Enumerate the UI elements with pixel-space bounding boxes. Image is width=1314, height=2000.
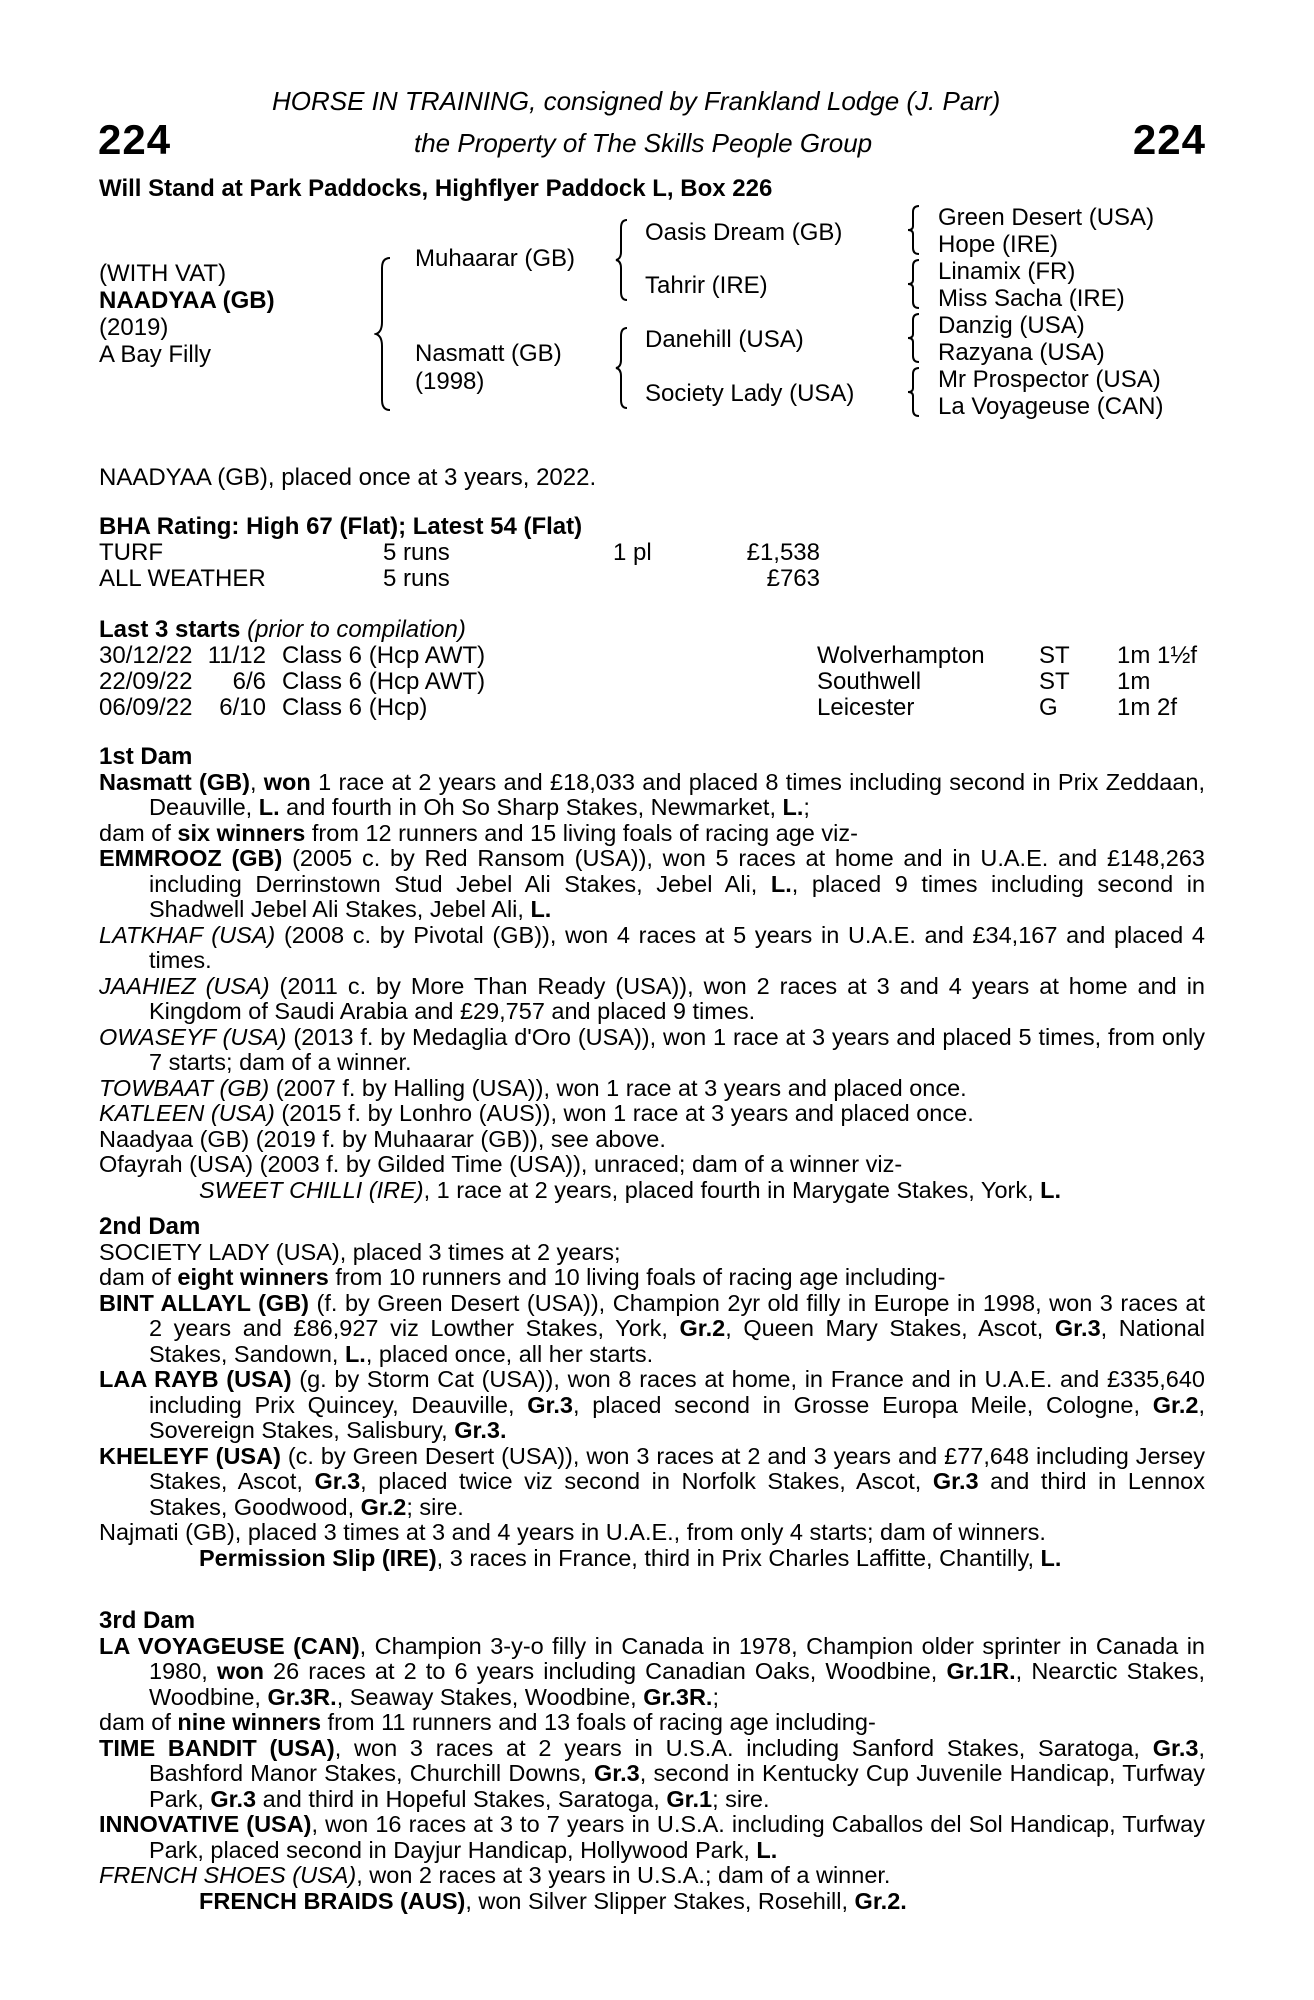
first-dam-record: Nasmatt (GB), won 1 race at 2 years and £18,033 and placed 8 times including second in Prix Zeddaan, Deauville, L. and fourth in Oh So Sharp Stakes, Newmarket, L.;: [99, 768, 1205, 820]
gen3-7: Mr Prospector (USA): [938, 366, 1161, 393]
produce-french-braids: FRENCH BRAIDS (AUS), won Silver Slipper Stakes, Rosehill, Gr.2.: [199, 1887, 907, 1914]
third-dam-section: [99, 1608, 1205, 1914]
race-summary: NAADYAA (GB), placed once at 3 years, 2022.: [99, 464, 597, 491]
pedigree-brace-g3-2: [906, 258, 922, 310]
lot-number-right: 224: [1132, 116, 1206, 163]
pedigree-brace-g3-1: [906, 204, 922, 256]
sire-sire: Oasis Dream (GB): [645, 219, 843, 246]
gen3-5: Danzig (USA): [938, 312, 1085, 339]
produce-innovative: INNOVATIVE (USA), won 16 races at 3 to 7 years in U.S.A. including Caballos del Sol Handicap, Turfway Park, placed second in Dayjur Handicap, Hollywood Park, L.: [99, 1811, 1206, 1863]
third-dam-record: LA VOYAGEUSE (CAN), Champion 3-y-o filly in Canada in 1978, Champion older sprinter in Canada in 1980, won 26 races at 2 to 6 years including Canadian Oaks, Woodbine, Gr.1R., Nearctic Stakes, Woodbine, Gr.3R., Seaway Stakes, Woodbine, Gr.3R.;: [99, 1632, 1205, 1710]
second-dam-record: SOCIETY LADY (USA), placed 3 times at 2 years;: [99, 1238, 621, 1265]
stand-location: Will Stand at Park Paddocks, Highflyer Paddock L, Box 226: [99, 175, 773, 202]
gen3-4: Miss Sacha (IRE): [938, 285, 1125, 312]
third-dam-title: 3rd Dam: [99, 1607, 196, 1634]
pedigree-brace-sire: [614, 218, 630, 302]
produce-owaseyf: OWASEYF (USA) (2013 f. by Medaglia d'Oro (USA)), won 1 race at 3 years and placed 5 times, from only 7 starts; dam of a winner.: [99, 1023, 1205, 1075]
second-dam-section: [99, 1214, 1205, 1571]
first-dam-produce: dam of six winners from 12 runners and 15 living foals of racing age viz-: [99, 819, 858, 846]
second-dam-title: 2nd Dam: [99, 1213, 201, 1240]
produce-emmrooz: EMMROOZ (GB) (2005 c. by Red Ransom (USA)), won 5 races at home and in U.A.E. and £148,263 including Derrinstown Stud Jebel Ali Stakes, Jebel Ali, L., placed 9 times including second in Shadwell Jebel Ali Stakes, Jebel Ali, L.: [99, 845, 1206, 922]
produce-najmati: Najmati (GB), placed 3 times at 3 and 4 years in U.A.E., from only 4 starts; dam of winners.: [99, 1519, 1046, 1545]
table-row: 22/09/22 6/6 Class 6 (Hcp AWT) Southwell ST 1m: [99, 668, 1151, 695]
rating-block: [99, 514, 820, 592]
produce-sweet-chilli: SWEET CHILLI (IRE), 1 race at 2 years, placed fourth in Marygate Stakes, York, L.: [199, 1176, 1062, 1203]
produce-kheleyf: KHELEYF (USA) (c. by Green Desert (USA)), won 3 races at 2 and 3 years and £77,648 including Jersey Stakes, Ascot, Gr.3, placed twice viz second in Norfolk Stakes, Ascot, Gr.3 and third in Lennox Stakes, Goodwood, Gr.2; sire.: [99, 1442, 1205, 1520]
produce-naadyaa: Naadyaa (GB) (2019 f. by Muhaarar (GB)), see above.: [99, 1125, 666, 1152]
vat-note: (WITH VAT): [99, 260, 227, 287]
produce-latkhaf: LATKHAF (USA) (2008 c. by Pivotal (GB)), won 4 races at 5 years in U.A.E. and £34,167 and placed 4 times.: [99, 921, 1205, 973]
dam-name: Nasmatt (GB): [415, 340, 562, 367]
runs-table: [99, 540, 820, 592]
gen3-2: Hope (IRE): [938, 231, 1059, 258]
table-row: 06/09/22 6/10 Class 6 (Hcp) Leicester G 1m 2f: [99, 694, 1178, 721]
produce-jaahiez: JAAHIEZ (USA) (2011 c. by More Than Ready (USA)), won 2 races at 3 and 4 years at home and in Kingdom of Saudi Arabia and £29,757 and placed 9 times.: [99, 972, 1205, 1024]
dam-year: (1998): [415, 368, 485, 395]
pedigree-brace-main: [374, 256, 394, 412]
last-starts-block: [99, 617, 1197, 721]
gen3-6: Razyana (USA): [938, 339, 1105, 366]
third-dam-produce: dam of nine winners from 11 runners and 13 foals of racing age including-: [99, 1709, 876, 1735]
horse-name: NAADYAA (GB): [99, 287, 275, 314]
produce-towbaat: TOWBAAT (GB) (2007 f. by Halling (USA)), won 1 race at 3 years and placed once.: [99, 1074, 967, 1101]
table-row: 30/12/22 11/12 Class 6 (Hcp AWT) Wolverhampton ST 1m 1½f: [99, 642, 1198, 669]
foaling-year: (2019): [99, 314, 169, 341]
bha-rating: BHA Rating: High 67 (Flat); Latest 54 (Flat): [99, 513, 583, 540]
dam-dam: Society Lady (USA): [645, 380, 855, 407]
lot-number-left: 224: [98, 116, 172, 163]
dam-sire: Danehill (USA): [645, 326, 804, 353]
produce-time-bandit: TIME BANDIT (USA), won 3 races at 2 years in U.S.A. including Sanford Stakes, Saratoga, Gr.3, Bashford Manor Stakes, Churchill Downs, Gr.3, second in Kentucky Cup Juvenile Handicap, Turfway Park, Gr.3 and third in Hopeful Stakes, Saratoga, Gr.1; sire.: [99, 1734, 1205, 1812]
pedigree-brace-g3-3: [906, 312, 922, 364]
produce-bint-allayl: BINT ALLAYL (GB) (f. by Green Desert (USA)), Champion 2yr old filly in Europe in 1998, won 3 races at 2 years and £86,927 viz Lowther Stakes, York, Gr.2, Queen Mary Stakes, Ascot, Gr.3, National Stakes, Sandown, L., placed once, all her starts.: [99, 1289, 1205, 1367]
last-starts-table: [99, 643, 1197, 721]
last-starts-heading: Last 3 starts (prior to compilation): [99, 616, 466, 643]
table-row: ALL WEATHER 5 runs £763: [99, 565, 820, 592]
produce-laa-rayb: LAA RAYB (USA) (g. by Storm Cat (USA)), won 8 races at home, in France and in U.A.E. and £335,640 including Prix Quincey, Deauville, Gr.3, placed second in Grosse Europa Meile, Cologne, Gr.2, Sovereign Stakes, Salisbury, Gr.3.: [99, 1366, 1205, 1443]
pedigree-brace-dam: [614, 326, 630, 410]
pedigree-brace-g3-4: [906, 366, 922, 418]
gen3-8: La Voyageuse (CAN): [938, 393, 1164, 420]
gen3-3: Linamix (FR): [938, 258, 1076, 285]
sire-name: Muhaarar (GB): [415, 245, 576, 272]
produce-ofayrah: Ofayrah (USA) (2003 f. by Gilded Time (USA)), unraced; dam of a winner viz-: [99, 1151, 903, 1177]
produce-katleen: KATLEEN (USA) (2015 f. by Lonhro (AUS)), won 1 race at 3 years and placed once.: [99, 1100, 974, 1126]
second-dam-produce: dam of eight winners from 10 runners and 10 living foals of racing age including-: [99, 1264, 946, 1290]
pedigree-subject: [99, 260, 275, 368]
property-line: the Property of The Skills People Group: [414, 128, 873, 158]
gen3-1: Green Desert (USA): [938, 204, 1155, 231]
first-dam-section: [99, 744, 1205, 1203]
table-row: TURF 5 runs 1 pl £1,538: [99, 539, 820, 566]
pedigree-gen3: [938, 204, 1163, 420]
consignor-line: HORSE IN TRAINING, consigned by Frankland Lodge (J. Parr): [272, 86, 1001, 116]
horse-description: A Bay Filly: [99, 341, 212, 368]
produce-french-shoes: FRENCH SHOES (USA), won 2 races at 3 years in U.S.A.; dam of a winner.: [99, 1862, 891, 1888]
produce-permission-slip: Permission Slip (IRE), 3 races in France, third in Prix Charles Laffitte, Chantilly, L.: [199, 1544, 1062, 1571]
sire-dam: Tahrir (IRE): [645, 272, 768, 299]
first-dam-title: 1st Dam: [99, 743, 193, 770]
